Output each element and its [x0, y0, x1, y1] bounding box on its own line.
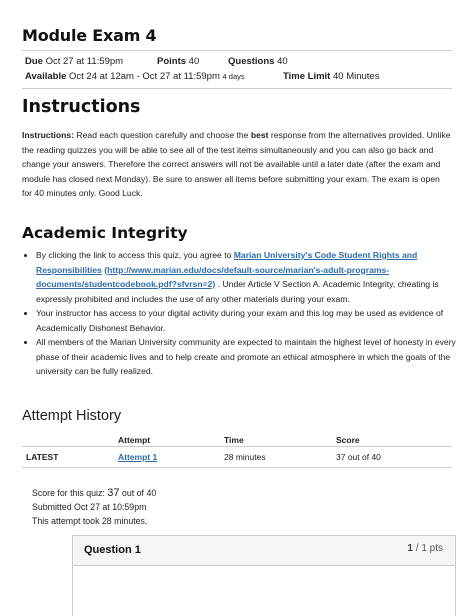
- question-points-suffix: / 1 pts: [412, 543, 443, 554]
- question-title: Question 1: [84, 544, 141, 556]
- integrity-item-code: [36, 248, 464, 306]
- column-header-time: Time: [224, 435, 244, 445]
- attempt-history-heading: Attempt History: [22, 408, 122, 424]
- available-row: [25, 71, 245, 82]
- latest-label: LATEST: [26, 452, 59, 462]
- code-of-conduct-url-link[interactable]: (http://www.marian.edu/docs/default-source/marian's-adult-programs-documents/studentcodebook.pdf?sfvrsn=2): [36, 264, 390, 289]
- questions-label: Questions: [228, 56, 275, 67]
- score-label: Score for this quiz:: [32, 488, 108, 498]
- question-header: [73, 536, 455, 566]
- code-of-conduct-link[interactable]: Marian University's Code Student Rights and Responsibilities: [36, 250, 418, 275]
- time-limit-label: Time Limit: [283, 71, 331, 82]
- submitted-text: Submitted Oct 27 at 10:59pm: [32, 502, 147, 512]
- module-title: Module Exam 4: [22, 26, 157, 45]
- question-points-earned: 1: [407, 543, 413, 554]
- score-value: 37: [107, 487, 120, 499]
- score-summary: [32, 487, 156, 499]
- instructions-lead: Instructions:: [22, 130, 75, 140]
- instructions-heading: Instructions: [22, 97, 141, 117]
- instructions-text: [22, 128, 452, 201]
- divider: [22, 88, 452, 89]
- attempt-score: 37 out of 40: [336, 452, 381, 462]
- question-points: [407, 543, 443, 554]
- points-value: 40: [188, 56, 200, 67]
- attempt-time: 28 minutes: [224, 452, 266, 462]
- points-label: Points: [157, 56, 187, 67]
- score-total: out of 40: [119, 488, 157, 498]
- integrity-list: [22, 248, 464, 379]
- instructions-text-2: response from the alternatives provided. Unlike the reading quizzes you will be able to see all of the test items simultaneously and you can also go back and change your answers. Therefore the correct answers will not be available until a later date (after the exam and module has closed next Monday). Be sure to answer all items before submitting your exam. The exam is open for 40 minutes only. Good Luck.: [22, 130, 451, 198]
- integrity-item-text: By clicking the link to access this quiz, you agree to: [36, 250, 234, 260]
- column-header-score: Score: [336, 435, 360, 445]
- time-limit-value: 40 Minutes: [332, 71, 380, 82]
- due-row: [25, 56, 123, 67]
- available-value: Oct 24 at 12am - Oct 27 at 11:59pm: [69, 71, 220, 82]
- points-row: [157, 56, 199, 67]
- available-label: Available: [25, 71, 67, 82]
- question-card: [72, 535, 456, 616]
- integrity-item-honesty: • All members of the Marian University community are expected to maintain the highest level of honesty in every phase of their academic lives and to help create and promote an ethical atmosphere in which the goals of the university can be fully realized.: [36, 335, 464, 379]
- integrity-item-monitoring: • Your instructor has access to your digital activity during your exam and this log may be used as evidence of Academically Dishonest Behavior.: [36, 306, 464, 335]
- questions-value: 40: [277, 56, 288, 67]
- due-value: Oct 27 at 11:59pm: [45, 56, 124, 67]
- integrity-heading: Academic Integrity: [22, 224, 188, 242]
- due-label: Due: [25, 56, 43, 67]
- instructions-best: best: [250, 130, 269, 140]
- divider: [22, 50, 452, 51]
- table-row: [22, 446, 452, 468]
- integrity-item-text: . Under Article V Section A. Academic Integrity, cheating is expressly prohibited and includes the use of any other materials during your exam.: [36, 279, 439, 304]
- questions-row: [228, 56, 288, 67]
- time-limit-row: [283, 71, 379, 82]
- column-header-attempt: Attempt: [118, 435, 151, 445]
- available-duration: 4 days: [222, 72, 245, 81]
- attempt-duration-text: This attempt took 28 minutes.: [32, 516, 148, 526]
- attempt-1-link[interactable]: Attempt 1: [118, 452, 158, 462]
- instructions-text-1: Read each question carefully and choose the: [74, 130, 251, 140]
